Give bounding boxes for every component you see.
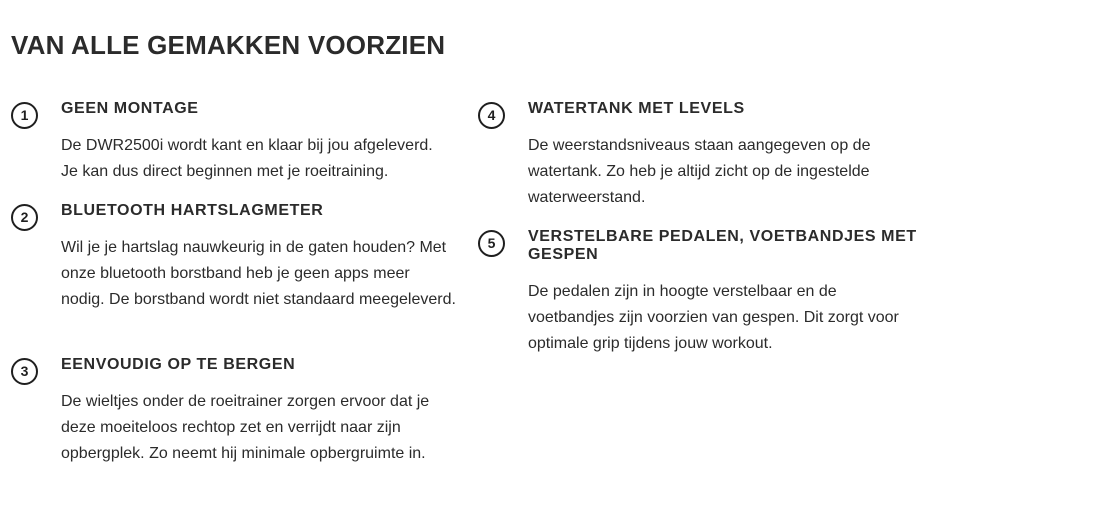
feature-item-no-assembly: [11, 102, 461, 192]
feature-title: WATERTANK MET LEVELS: [528, 100, 745, 117]
feature-title: EENVOUDIG OP TE BERGEN: [61, 356, 296, 373]
feature-item-adjustable-pedals: [478, 230, 928, 365]
number-5-icon: 5: [478, 230, 505, 257]
feature-item-water-tank-levels: [478, 102, 928, 217]
feature-description: De pedalen zijn in hoogte verstelbaar en de voetbandjes zijn voorzien van gespen. Dit zorgt voor optimale grip tijdens jouw workout.: [528, 283, 899, 352]
page-title: VAN ALLE GEMAKKEN VOORZIEN: [11, 30, 446, 60]
feature-description: Wil je je hartslag nauwkeurig in de gaten houden? Met onze bluetooth borstband heb je geen apps meer nodig. De borstband wordt niet standaard meegeleverd.: [61, 239, 456, 308]
number-1-icon: 1: [11, 102, 38, 129]
number-3-icon: 3: [11, 358, 38, 385]
feature-item-bluetooth-heart-rate: [11, 204, 461, 344]
number-4-icon: 4: [478, 102, 505, 129]
number-2-icon: 2: [11, 204, 38, 231]
feature-title: BLUETOOTH HARTSLAGMETER: [61, 202, 324, 219]
feature-description: De wieltjes onder de roeitrainer zorgen ervoor dat je deze moeiteloos rechtop zet en verrijdt naar zijn opbergplek. Zo neemt hij minimale opbergruimte in.: [61, 393, 430, 462]
feature-title: GEEN MONTAGE: [61, 100, 199, 117]
feature-title: VERSTELBARE PEDALEN, VOETBANDJES MET GESPEN: [528, 228, 917, 263]
feature-description: De DWR2500i wordt kant en klaar bij jou afgeleverd. Je kan dus direct beginnen met je roeitraining.: [61, 137, 433, 180]
feature-item-easy-storage: [11, 358, 461, 473]
feature-description: De weerstandsniveaus staan aangegeven op de watertank. Zo heb je altijd zicht op de ingestelde waterweerstand.: [528, 137, 871, 206]
